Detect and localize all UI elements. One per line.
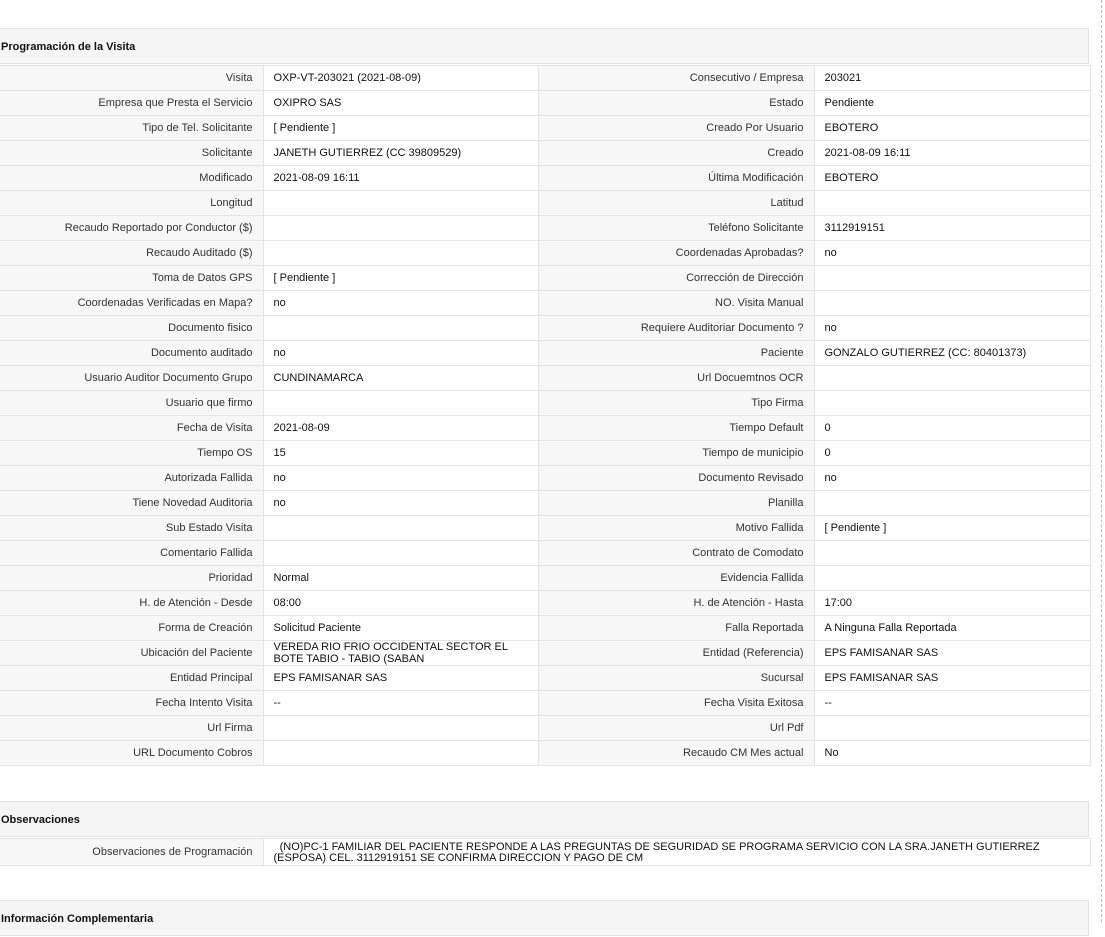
field-value <box>263 516 538 541</box>
section-header-complementaria <box>0 900 1089 936</box>
field-label: Documento Revisado <box>538 466 814 491</box>
field-value: VEREDA RIO FRIO OCCIDENTAL SECTOR EL BOTE TABIO - TABIO (SABAN <box>263 641 538 666</box>
section-header-observaciones <box>0 801 1089 837</box>
field-label: Evidencia Fallida <box>538 566 814 591</box>
section-header-programacion <box>0 28 1089 64</box>
field-value: EPS FAMISANAR SAS <box>814 641 1090 666</box>
table-row <box>0 591 1090 616</box>
field-label: Usuario Auditor Documento Grupo <box>0 366 263 391</box>
field-label: Sub Estado Visita <box>0 516 263 541</box>
table-row <box>0 839 1090 866</box>
field-value: GONZALO GUTIERREZ (CC: 80401373) <box>814 341 1090 366</box>
field-label: Modificado <box>0 166 263 191</box>
field-value: no <box>814 466 1090 491</box>
field-label: Fecha Intento Visita <box>0 691 263 716</box>
field-label: Planilla <box>538 491 814 516</box>
field-label: Autorizada Fallida <box>0 466 263 491</box>
field-value <box>263 716 538 741</box>
table-row <box>0 91 1090 116</box>
section-title: Programación de la Visita <box>1 41 136 53</box>
field-value: (NO)PC-1 FAMILIAR DEL PACIENTE RESPONDE A LAS PREGUNTAS DE SEGURIDAD SE PROGRAMA SERVICIO CON LA SRA.JANETH GUTIERREZ (ESPOSA) CEL. 3112919151 SE CONFIRMA DIRECCION Y PAGO DE CM <box>263 839 1090 866</box>
field-value: EPS FAMISANAR SAS <box>814 666 1090 691</box>
field-label: Teléfono Solicitante <box>538 216 814 241</box>
table-row <box>0 466 1090 491</box>
field-label: Falla Reportada <box>538 616 814 641</box>
field-label: Usuario que firmo <box>0 391 263 416</box>
field-label: Entidad Principal <box>0 666 263 691</box>
field-value: [ Pendiente ] <box>263 266 538 291</box>
field-label: Sucursal <box>538 666 814 691</box>
field-value: CUNDINAMARCA <box>263 366 538 391</box>
field-value: EBOTERO <box>814 116 1090 141</box>
field-value: 3112919151 <box>814 216 1090 241</box>
field-label: Recaudo CM Mes actual <box>538 741 814 766</box>
field-label: NO. Visita Manual <box>538 291 814 316</box>
field-label: Url Pdf <box>538 716 814 741</box>
section-title: Observaciones <box>1 814 80 826</box>
field-value: 0 <box>814 416 1090 441</box>
table-row <box>0 266 1090 291</box>
field-value: no <box>814 241 1090 266</box>
field-label: Recaudo Reportado por Conductor ($) <box>0 216 263 241</box>
field-value <box>263 241 538 266</box>
field-value <box>814 291 1090 316</box>
field-label: Documento auditado <box>0 341 263 366</box>
field-value: Solicitud Paciente <box>263 616 538 641</box>
table-row <box>0 366 1090 391</box>
field-value: no <box>263 341 538 366</box>
field-label: Recaudo Auditado ($) <box>0 241 263 266</box>
table-row <box>0 241 1090 266</box>
field-label: Coordenadas Verificadas en Mapa? <box>0 291 263 316</box>
field-label: Contrato de Comodato <box>538 541 814 566</box>
field-value <box>814 266 1090 291</box>
field-value: 08:00 <box>263 591 538 616</box>
field-value: OXIPRO SAS <box>263 91 538 116</box>
field-label: Latitud <box>538 191 814 216</box>
field-value: 17:00 <box>814 591 1090 616</box>
page-right-border <box>1101 0 1102 922</box>
field-label: H. de Atención - Hasta <box>538 591 814 616</box>
table-row <box>0 566 1090 591</box>
field-value: EPS FAMISANAR SAS <box>263 666 538 691</box>
field-label: Observaciones de Programación <box>0 839 263 866</box>
field-value: 203021 <box>814 66 1090 91</box>
field-label: Prioridad <box>0 566 263 591</box>
field-label: Documento fisico <box>0 316 263 341</box>
table-row <box>0 666 1090 691</box>
field-label: Toma de Datos GPS <box>0 266 263 291</box>
field-value <box>263 391 538 416</box>
table-row <box>0 616 1090 641</box>
table-row <box>0 541 1090 566</box>
table-row <box>0 116 1090 141</box>
table-row <box>0 441 1090 466</box>
field-label: Tiempo Default <box>538 416 814 441</box>
field-label: Tiempo de municipio <box>538 441 814 466</box>
field-value <box>814 491 1090 516</box>
field-value <box>263 316 538 341</box>
visit-details-table <box>0 65 1091 766</box>
field-value: [ Pendiente ] <box>263 116 538 141</box>
field-label: Url Docuemtnos OCR <box>538 366 814 391</box>
field-value: A Ninguna Falla Reportada <box>814 616 1090 641</box>
field-label: Última Modificación <box>538 166 814 191</box>
field-label: Fecha Visita Exitosa <box>538 691 814 716</box>
field-value <box>263 191 538 216</box>
field-label: Creado <box>538 141 814 166</box>
field-value <box>814 366 1090 391</box>
field-value: 2021-08-09 <box>263 416 538 441</box>
field-label: Empresa que Presta el Servicio <box>0 91 263 116</box>
field-label: Fecha de Visita <box>0 416 263 441</box>
section-title: Información Complementaria <box>1 913 154 925</box>
field-label: Visita <box>0 66 263 91</box>
field-value <box>814 391 1090 416</box>
field-value: EBOTERO <box>814 166 1090 191</box>
field-label: Forma de Creación <box>0 616 263 641</box>
table-row <box>0 391 1090 416</box>
field-value: no <box>814 316 1090 341</box>
table-row <box>0 141 1090 166</box>
field-label: Longitud <box>0 191 263 216</box>
table-row <box>0 291 1090 316</box>
field-value: -- <box>263 691 538 716</box>
table-row <box>0 691 1090 716</box>
field-value: OXP-VT-203021 (2021-08-09) <box>263 66 538 91</box>
field-label: Coordenadas Aprobadas? <box>538 241 814 266</box>
field-label: Tiempo OS <box>0 441 263 466</box>
field-value <box>814 566 1090 591</box>
field-value: 2021-08-09 16:11 <box>814 141 1090 166</box>
table-row <box>0 191 1090 216</box>
field-value: 2021-08-09 16:11 <box>263 166 538 191</box>
field-value: 0 <box>814 441 1090 466</box>
field-label: Tipo Firma <box>538 391 814 416</box>
field-label: Consecutivo / Empresa <box>538 66 814 91</box>
observaciones-table <box>0 838 1091 866</box>
field-value: Normal <box>263 566 538 591</box>
table-row <box>0 316 1090 341</box>
field-value: JANETH GUTIERREZ (CC 39809529) <box>263 141 538 166</box>
field-value: no <box>263 491 538 516</box>
field-value: Pendiente <box>814 91 1090 116</box>
table-row <box>0 641 1090 666</box>
table-row <box>0 416 1090 441</box>
table-row <box>0 516 1090 541</box>
field-value: No <box>814 741 1090 766</box>
field-label: Corrección de Dirección <box>538 266 814 291</box>
field-value: [ Pendiente ] <box>814 516 1090 541</box>
field-label: Comentario Fallida <box>0 541 263 566</box>
field-label: Solicitante <box>0 141 263 166</box>
field-label: Creado Por Usuario <box>538 116 814 141</box>
field-value <box>814 541 1090 566</box>
table-row <box>0 716 1090 741</box>
field-value <box>263 741 538 766</box>
field-value <box>814 716 1090 741</box>
table-row <box>0 491 1090 516</box>
field-label: Motivo Fallida <box>538 516 814 541</box>
field-value: no <box>263 466 538 491</box>
field-value <box>263 216 538 241</box>
table-row <box>0 741 1090 766</box>
field-label: Entidad (Referencia) <box>538 641 814 666</box>
field-value: no <box>263 291 538 316</box>
field-label: URL Documento Cobros <box>0 741 263 766</box>
field-label: Requiere Auditoriar Documento ? <box>538 316 814 341</box>
field-label: Paciente <box>538 341 814 366</box>
field-value: 15 <box>263 441 538 466</box>
field-value <box>814 191 1090 216</box>
field-label: Ubicación del Paciente <box>0 641 263 666</box>
field-label: Tiene Novedad Auditoria <box>0 491 263 516</box>
table-row <box>0 166 1090 191</box>
table-row <box>0 216 1090 241</box>
field-label: Tipo de Tel. Solicitante <box>0 116 263 141</box>
table-row <box>0 66 1090 91</box>
field-label: H. de Atención - Desde <box>0 591 263 616</box>
field-label: Url Firma <box>0 716 263 741</box>
field-value: -- <box>814 691 1090 716</box>
field-label: Estado <box>538 91 814 116</box>
field-value <box>263 541 538 566</box>
table-row <box>0 341 1090 366</box>
